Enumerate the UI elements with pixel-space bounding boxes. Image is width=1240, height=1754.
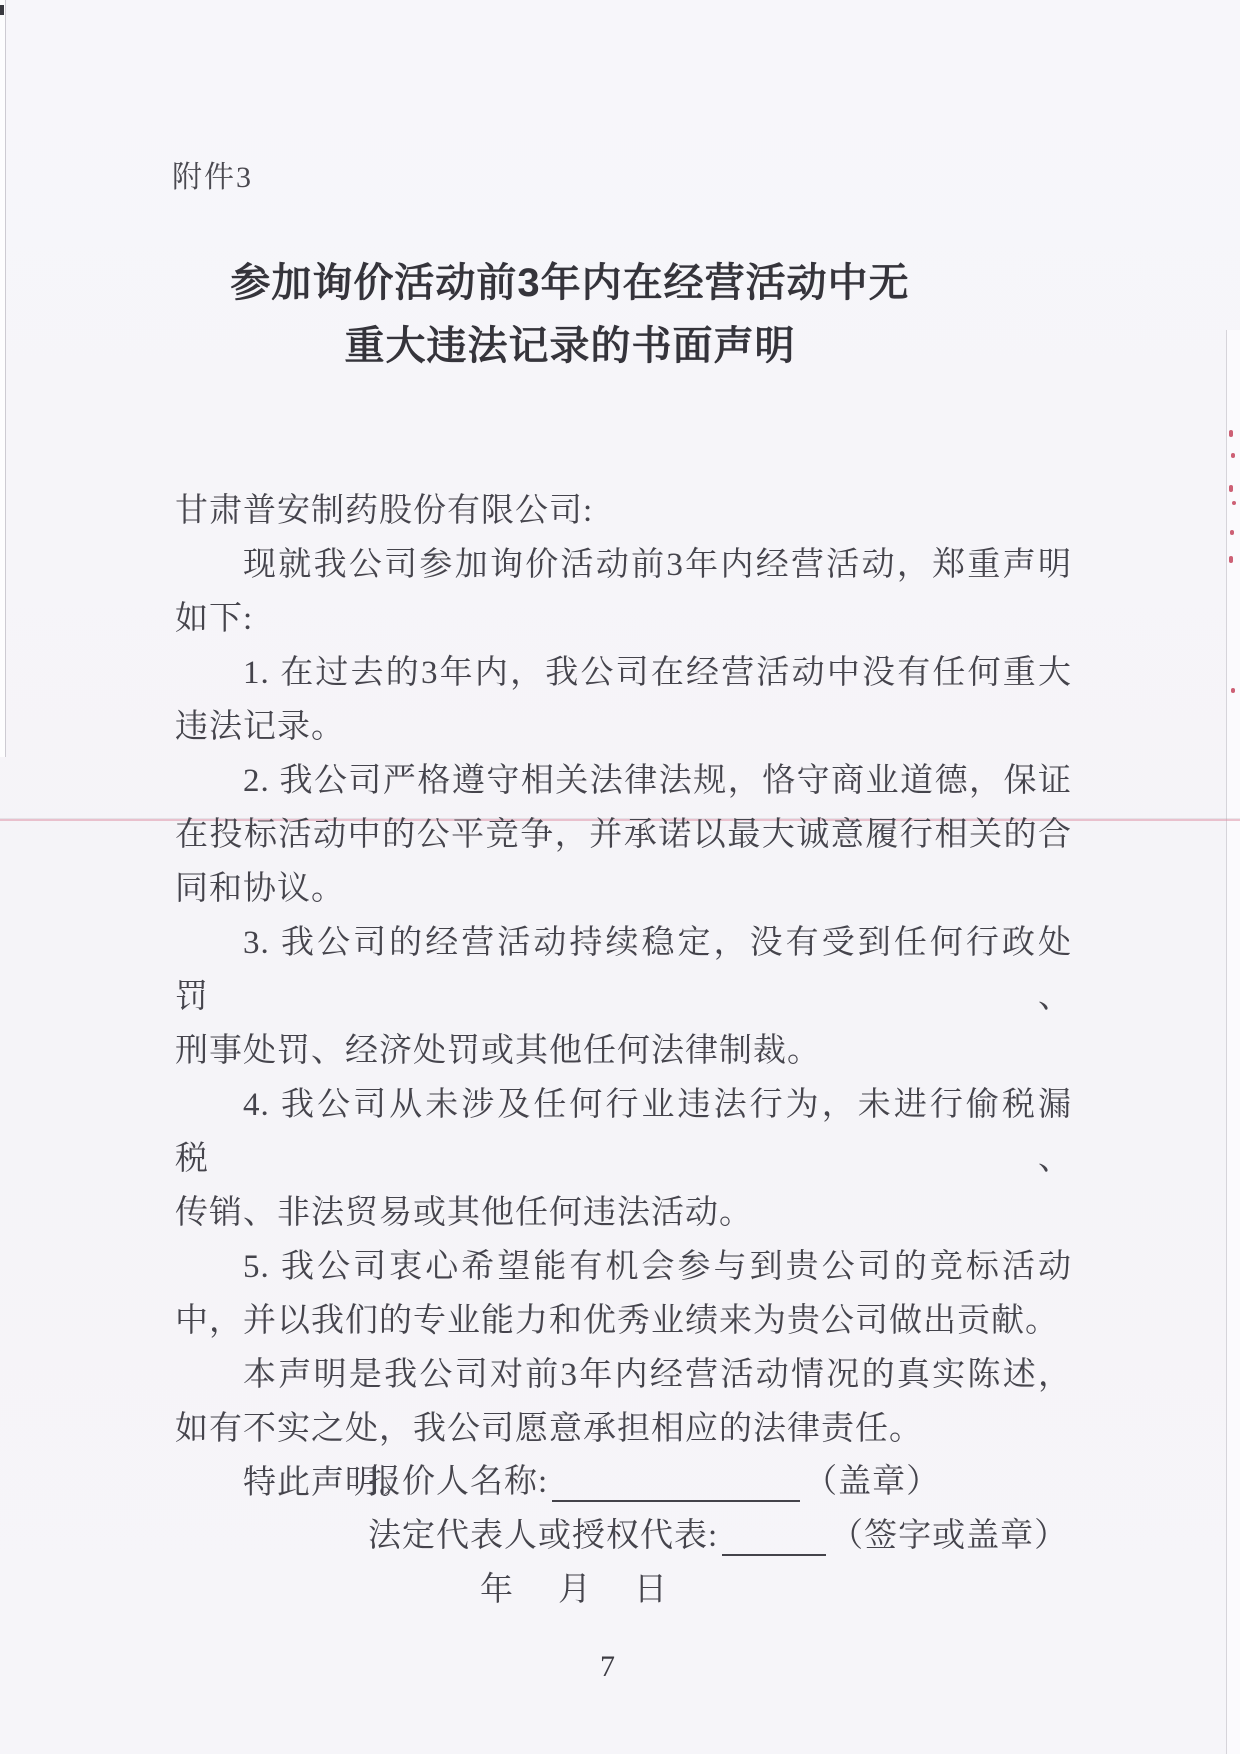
body-line: 传销、非法贸易或其他任何违法活动。 bbox=[175, 1195, 753, 1231]
body-line: 同和协议。 bbox=[175, 871, 345, 907]
red-ink-speck bbox=[1231, 453, 1235, 458]
legal-rep-label: 法定代表人或授权代表: bbox=[368, 1518, 719, 1554]
legal-rep-blank-line bbox=[722, 1520, 826, 1556]
scan-left-edge-strip bbox=[0, 0, 6, 757]
body-line: 刑事处罚、经济处罚或其他任何法律制裁。 bbox=[175, 1033, 821, 1069]
body-line: 现就我公司参加询价活动前3年内经营活动，郑重声明 bbox=[243, 547, 1072, 583]
signature-bidder-row bbox=[368, 1455, 940, 1502]
body-line: 如有不实之处，我公司愿意承担相应的法律责任。 bbox=[175, 1411, 923, 1447]
body-line: 在投标活动中的公平竞争，并承诺以最大诚意履行相关的合 bbox=[175, 817, 1072, 853]
document-title bbox=[30, 252, 1110, 378]
red-ink-speck bbox=[1230, 530, 1234, 535]
bidder-seal-note: （盖章） bbox=[804, 1464, 941, 1500]
body-line: 1. 在过去的3年内，我公司在经营活动中没有任何重大 bbox=[243, 655, 1072, 691]
red-ink-speck bbox=[1229, 556, 1233, 563]
body-line: 如下: bbox=[175, 601, 254, 637]
legal-rep-seal-note: （签字或盖章） bbox=[830, 1518, 1069, 1554]
red-ink-speck bbox=[1232, 501, 1236, 505]
red-ink-speck bbox=[1229, 430, 1233, 437]
date-day-label: 日 bbox=[634, 1572, 668, 1608]
body-line: 违法记录。 bbox=[175, 709, 345, 745]
body-line: 特此声明。 bbox=[243, 1465, 413, 1501]
body-line: 本声明是我公司对前3年内经营活动情况的真实陈述， bbox=[243, 1357, 1072, 1393]
document-body bbox=[175, 484, 1072, 1510]
page-number: 7 bbox=[600, 1650, 615, 1683]
attachment-label: 附件3 bbox=[172, 161, 253, 194]
date-month-label: 月 bbox=[558, 1572, 592, 1608]
red-ink-speck bbox=[1229, 485, 1233, 492]
body-line: 4. 我公司从未涉及任何行业违法行为，未进行偷税漏税、 bbox=[175, 1087, 1072, 1177]
body-line: 3. 我公司的经营活动持续稳定，没有受到任何行政处罚、 bbox=[175, 925, 1072, 1015]
scan-corner-mark bbox=[0, 5, 4, 15]
body-line: 中，并以我们的专业能力和优秀业绩来为贵公司做出贡献。 bbox=[175, 1303, 1059, 1339]
date-year-label: 年 bbox=[480, 1572, 514, 1608]
signature-legal-rep-row bbox=[368, 1509, 1068, 1556]
scan-right-edge-strip bbox=[1226, 330, 1240, 1754]
red-ink-speck bbox=[1231, 688, 1235, 693]
body-line: 5. 我公司衷心希望能有机会参与到贵公司的竞标活动 bbox=[243, 1249, 1072, 1285]
salutation: 甘肃普安制药股份有限公司: bbox=[175, 493, 594, 529]
bidder-name-label: 报价人名称: bbox=[368, 1464, 549, 1500]
document-title-line1: 参加询价活动前3年内在经营活动中无 bbox=[230, 261, 910, 305]
document-title-line2: 重大违法记录的书面声明 bbox=[344, 324, 796, 368]
body-line: 2. 我公司严格遵守相关法律法规，恪守商业道德，保证 bbox=[243, 763, 1072, 799]
bidder-name-blank-line bbox=[552, 1466, 800, 1502]
signature-date-row bbox=[480, 1563, 668, 1610]
